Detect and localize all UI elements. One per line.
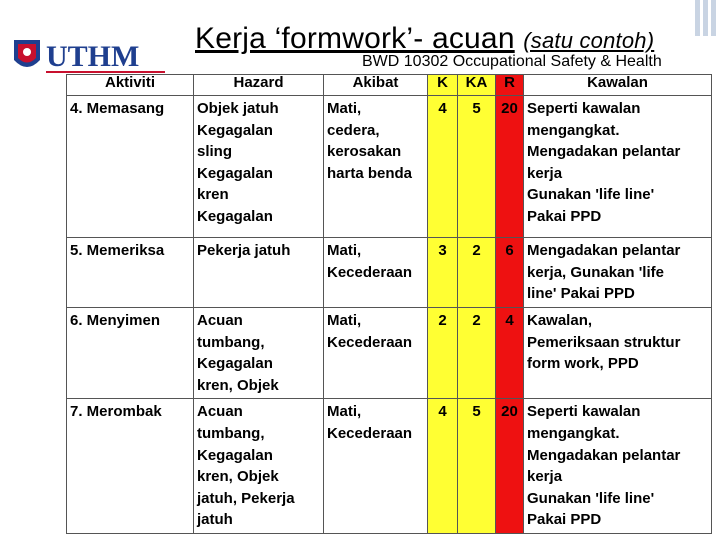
header-kawalan: Kawalan [524,75,712,96]
cell-hazard-line: Acuan [197,312,243,329]
cell-akibat-line: Mati, [327,242,362,259]
cell-hazard-line: Acuan [197,403,243,421]
cell-kawalan-line: Mengadakan pelantar [527,242,681,259]
cell-akibat-line: Mati, [327,403,362,421]
header-aktiviti: Aktiviti [67,75,194,96]
cell-hazard-line: Kegagalan [197,164,273,182]
cell-hazard [194,238,324,308]
cell-hazard-line: Kegagalan [197,446,273,464]
cell-kawalan [524,96,712,238]
cell-kawalan [524,399,712,534]
cell-r: 6 [496,238,524,308]
cell-hazard-line: jatuh, Pekerja [197,489,295,507]
header-row [67,75,712,96]
cell-hazard-line: tumbang, [197,424,265,442]
cell-hazard-line: Pekerja jatuh [197,242,291,259]
cell-hazard-line: tumbang, [197,333,265,351]
cell-k: 2 [428,308,458,399]
cell-ka: 2 [458,238,496,308]
cell-akibat-line: Kecederaan [327,263,413,281]
cell-hazard [194,96,324,238]
cell-ka: 2 [458,308,496,399]
cell-kawalan [524,238,712,308]
cell-hazard-line: Objek jatuh [197,100,279,117]
risk-table [66,74,712,534]
cell-hazard-line: Kegagalan [197,207,273,225]
cell-akibat-line: kerosakan [327,143,402,161]
cell-hazard-line: kren [197,186,229,204]
table-row [67,399,712,534]
cell-kawalan-line: Seperti kawalan [527,100,641,117]
cell-kawalan-line: kerja [527,468,563,486]
cell-hazard-line: sling [197,143,233,161]
cell-kawalan-line: Pemeriksaan struktur [527,333,681,351]
title-main: Kerja ‘formwork’- acuan [195,22,515,55]
cell-akibat-line: Kecederaan [327,333,413,351]
table-body [67,96,712,534]
cell-akibat [324,308,428,399]
table-row [67,308,712,399]
decorative-stripes [688,0,720,36]
cell-hazard-line: jatuh [197,511,233,529]
header-ka: KA [458,75,496,96]
title-italic: (satu contoh) [523,28,655,53]
cell-r: 20 [496,399,524,534]
cell-hazard [194,308,324,399]
cell-kawalan-line: Pakai PPD [527,511,602,529]
cell-kawalan-line: mengangkat. [527,121,620,139]
cell-kawalan-line: Mengadakan pelantar [527,446,681,464]
cell-aktiviti: 7. Merombak [67,399,194,534]
cell-kawalan-line: Seperti kawalan [527,403,641,421]
cell-kawalan-line: Pakai PPD [527,207,602,225]
cell-k: 3 [428,238,458,308]
cell-k: 4 [428,96,458,238]
cell-hazard-line: kren, Objek [197,468,279,486]
cell-aktiviti: 4. Memasang [67,96,194,238]
cell-kawalan-line: Gunakan 'life line' [527,186,655,204]
course-subtitle: BWD 10302 Occupational Safety & Health [362,53,662,70]
cell-r: 20 [496,96,524,238]
cell-aktiviti: 6. Menyimen [67,308,194,399]
crest-icon [14,40,40,67]
cell-akibat-line: harta benda [327,164,413,182]
header-hazard: Hazard [194,75,324,96]
cell-akibat [324,96,428,238]
header-akibat: Akibat [324,75,428,96]
cell-hazard-line: kren, Objek [197,376,279,394]
cell-hazard-line: Kegagalan [197,121,273,139]
cell-kawalan-line: mengangkat. [527,424,620,442]
cell-aktiviti: 5. Memeriksa [67,238,194,308]
cell-kawalan-line: Mengadakan pelantar [527,143,681,161]
header-r: R [496,75,524,96]
header-k: K [428,75,458,96]
cell-akibat-line: Mati, [327,100,362,117]
cell-akibat-line: cedera, [327,121,380,139]
cell-kawalan-line: kerja [527,164,563,182]
table-row [67,96,712,238]
slide-title [195,22,654,56]
cell-hazard [194,399,324,534]
cell-kawalan [524,308,712,399]
cell-akibat [324,238,428,308]
cell-kawalan-line: form work, PPD [527,355,639,373]
cell-kawalan-line: kerja, Gunakan 'life [527,263,664,281]
cell-ka: 5 [458,96,496,238]
cell-akibat [324,399,428,534]
cell-akibat-line: Kecederaan [327,424,413,442]
cell-ka: 5 [458,399,496,534]
cell-kawalan-line: Kawalan, [527,312,593,329]
cell-hazard-line: Kegagalan [197,355,273,373]
cell-r: 4 [496,308,524,399]
table-row [67,238,712,308]
cell-kawalan-line: Gunakan 'life line' [527,489,655,507]
cell-kawalan-line: line' Pakai PPD [527,285,635,303]
svg-text:UTHM: UTHM [46,40,140,73]
cell-k: 4 [428,399,458,534]
cell-akibat-line: Mati, [327,312,362,329]
